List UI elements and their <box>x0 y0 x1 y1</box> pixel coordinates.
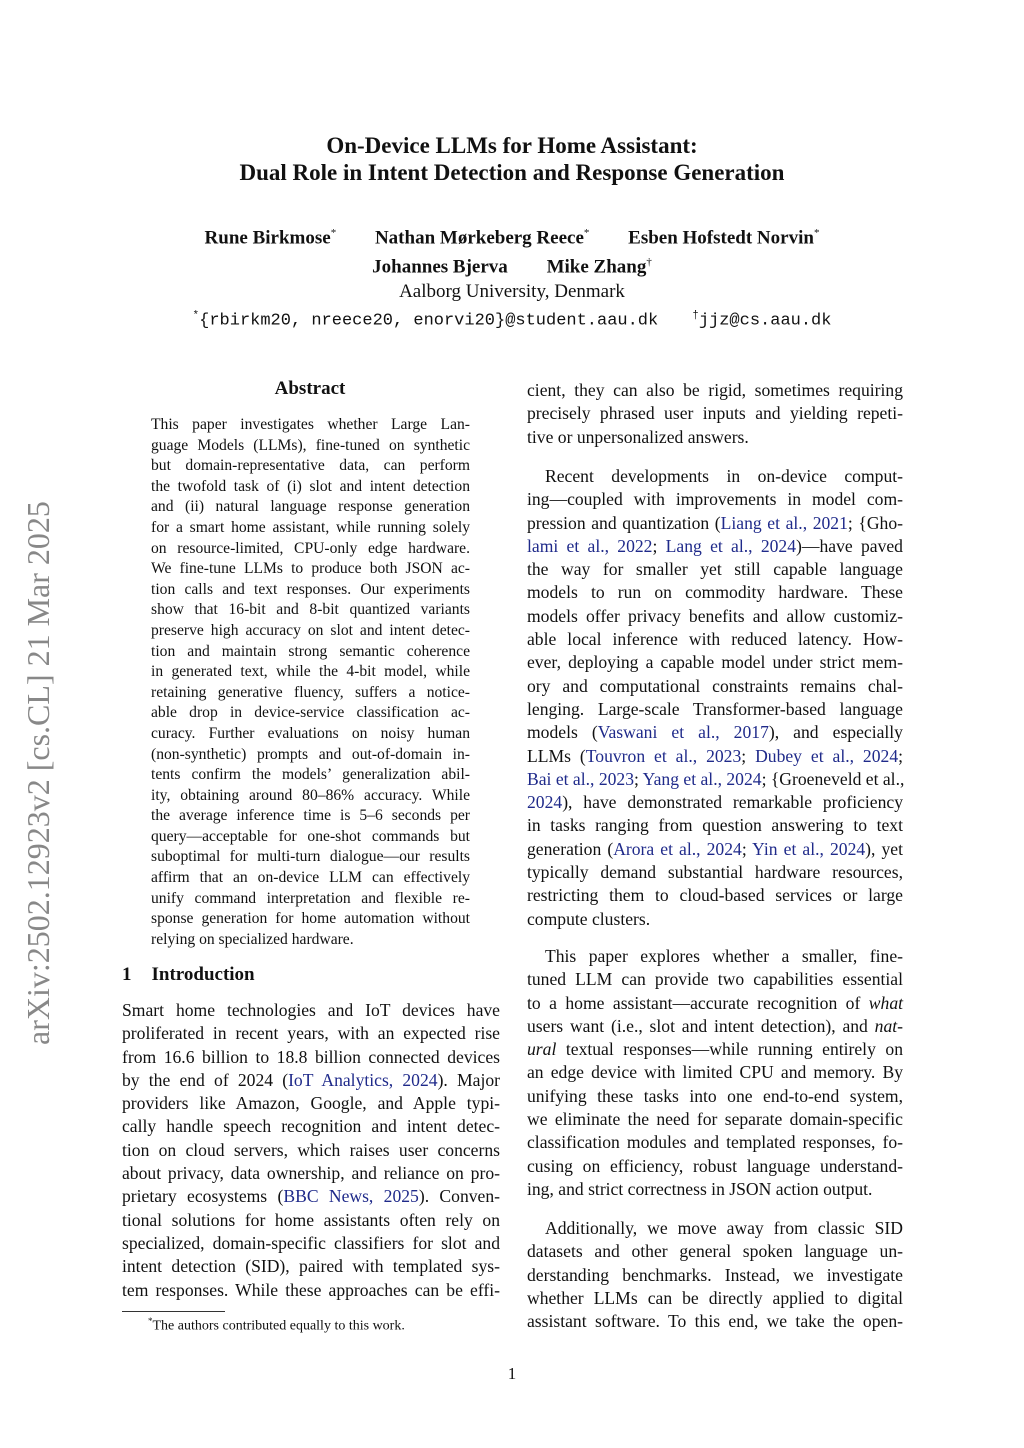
footnote: *The authors contributed equally to this work. <box>148 1316 405 1334</box>
text-line: compute clusters. <box>527 908 651 929</box>
text-line: show that 16-bit and 8-bit quantized variants <box>151 601 470 619</box>
paper-title <box>0 132 1024 186</box>
text-line: unify command interpretation and flexible re- <box>151 889 470 907</box>
abstract-heading: Abstract <box>274 378 346 399</box>
text-line: but domain-representative data, can perform <box>151 457 470 475</box>
text-line: tive or unpersonalized answers. <box>527 426 749 447</box>
text-line: lami et al., 2022; Lang et al., 2024)—have paved <box>527 535 903 556</box>
page-number: 1 <box>507 1364 517 1383</box>
text-line: cusing on efficiency, robust language understand- <box>527 1155 903 1176</box>
text-line: This paper investigates whether Large Lan- <box>151 416 470 433</box>
text-line: Bai et al., 2023; Yang et al., 2024; {Groeneveld et al., <box>527 768 905 789</box>
citation-link[interactable]: Lang et al., 2024 <box>665 535 797 556</box>
title-line-2: Dual Role in Intent Detection and Response Generation <box>239 160 785 185</box>
text-line: ing—coupled with improvements in model com- <box>527 489 903 510</box>
author-name: Esben Hofstedt Norvin <box>628 227 814 249</box>
text-line: models (Vaswani et al., 2017), and especially <box>527 722 903 743</box>
text-line: tion calls and text responses. Our experiments <box>151 580 470 598</box>
text-line: Additionally, we move away from classic SID <box>545 1218 903 1238</box>
text-line: tuned LLM can provide two capabilities essential <box>527 969 903 990</box>
citation-link[interactable]: Dubey et al., 2024 <box>755 745 899 766</box>
text-line: tion and maintain strong semantic coherence <box>151 642 470 660</box>
text-line: ing, and strict correctness in JSON action output. <box>527 1178 873 1199</box>
text-line: we eliminate the need for separate domain-specific <box>527 1109 903 1130</box>
affiliation: Aalborg University, Denmark <box>399 280 625 302</box>
text-line: unifying these tasks into one end-to-end system, <box>527 1085 903 1106</box>
citation-link[interactable]: IoT Analytics, 2024 <box>288 1069 438 1090</box>
text-line: intent detection (SID), paired with templated sys- <box>122 1256 500 1277</box>
abstract-text <box>151 415 470 950</box>
text-line: tional solutions for home assistants often rely on <box>122 1209 500 1230</box>
title-line-1: On-Device LLMs for Home Assistant: <box>326 133 698 158</box>
text-line: for a smart home assistant, while running solely <box>151 518 470 536</box>
author-name: Johannes Bjerva <box>372 256 508 278</box>
text-line: ever, deploying a capable model under strict mem- <box>527 652 903 673</box>
citation-link[interactable]: lami et al., 2022 <box>527 535 653 556</box>
text-line: ural textual responses—while running entirely on <box>527 1039 903 1060</box>
text-line: the average inference time is 5–6 seconds per <box>151 807 470 825</box>
author-name: Mike Zhang <box>546 256 647 278</box>
text-line: on resource-limited, CPU-only edge hardware. <box>151 539 470 557</box>
text-line: derstanding benchmarks. Instead, we investigate <box>527 1264 903 1285</box>
text-line: proliferated in recent years, with an expected rise <box>122 1023 500 1044</box>
text-line: assistant software. To this end, we take the open- <box>527 1311 903 1332</box>
text-line: users want (i.e., slot and intent detection), and nat- <box>527 1015 903 1036</box>
text-line: about privacy, data ownership, and reliance on pro- <box>122 1163 500 1184</box>
text-line: to a home assistant—accurate recognition of what <box>527 992 903 1013</box>
text-line: Smart home technologies and IoT devices have <box>122 1000 500 1020</box>
author-email: {rbirkm20, nreece20, enorvi20}@student.aau.dk <box>199 311 659 331</box>
text-line: in tasks ranging from question answering to text <box>527 815 903 836</box>
text-line: the twofold task of (i) slot and intent detection <box>151 477 470 495</box>
author-block: Rune Birkmose* Nathan Mørkeberg Reece* Esben Hofstedt Norvin* Johannes Bjerva Mike Zhang† Aalborg University, Denmark *{rbirkm20, nreece20, enorvi20}@student.aau.dk †jjz@cs.aau.dk <box>0 221 1024 333</box>
author-email: jjz@cs.aau.dk <box>698 311 832 331</box>
text-line: classification modules and templated responses, fo- <box>527 1132 903 1153</box>
text-line: the way for smaller yet still capable language <box>527 559 903 580</box>
body-paragraph <box>527 465 903 931</box>
citation-link[interactable]: Arora et al., 2024 <box>613 838 742 859</box>
text-line: datasets and other general spoken language un- <box>527 1241 903 1262</box>
text-line: precisely phrased user inputs and yielding repeti- <box>527 403 903 424</box>
text-line: suboptimal for multi-turn dialogue—our results <box>151 848 470 866</box>
text-line: tion on cloud servers, which raises user concerns <box>122 1139 500 1160</box>
text-line: restricting them to cloud-based services or large <box>527 885 903 906</box>
text-line: able drop in device-service classification ac- <box>151 704 470 722</box>
text-line: preserve high accuracy on slot and intent detec- <box>151 621 470 639</box>
citation-link[interactable]: Liang et al., 2021 <box>720 512 848 533</box>
text-line: ity, obtaining around 80–86% accuracy. While <box>151 786 470 804</box>
text-line: curacy. Further evaluations on noisy human <box>151 724 470 742</box>
text-line: (non-synthetic) prompts and out-of-domain in- <box>151 745 470 763</box>
citation-link[interactable]: Vaswani et al., 2017 <box>597 722 769 743</box>
text-line: models offer privacy benefits and allow customiz- <box>527 605 903 626</box>
text-line: cient, they can also be rigid, sometimes requiring <box>527 380 903 400</box>
text-line: by the end of 2024 (IoT Analytics, 2024). Major <box>122 1069 500 1090</box>
section-heading: 1 Introduction <box>122 964 255 985</box>
text-line: specialized, domain-specific classifiers for slot and <box>122 1232 500 1253</box>
citation-link[interactable]: BBC News, 2025 <box>283 1186 419 1207</box>
text-line: prietary ecosystems (BBC News, 2025). Conven- <box>122 1186 501 1207</box>
text-line: affirm that an on-device LLM can effectively <box>151 869 470 887</box>
text-line: This paper explores whether a smaller, fine- <box>545 946 903 966</box>
body-paragraph <box>527 379 903 449</box>
text-line: an edge device with limited CPU and memory. By <box>527 1062 903 1083</box>
footnote-divider <box>122 1311 225 1312</box>
text-line: pression and quantization (Liang et al., 2021; {Gho- <box>527 512 903 533</box>
text-line: tem responses. While these approaches can be effi- <box>122 1279 500 1300</box>
text-line: typically demand substantial hardware resources, <box>527 862 903 883</box>
text-line: We fine-tune LLMs to produce both JSON ac- <box>151 560 470 578</box>
citation-link[interactable]: 2024 <box>527 792 563 813</box>
text-line: whether LLMs can be directly applied to digital <box>527 1287 903 1308</box>
text-line: LLMs (Touvron et al., 2023; Dubey et al., 2024; <box>527 745 904 766</box>
text-line: guage Models (LLMs), fine-tuned on synthetic <box>151 436 470 454</box>
citation-link[interactable]: Touvron et al., 2023 <box>585 745 742 766</box>
citation-link[interactable]: Yang et al., 2024 <box>642 768 762 789</box>
author-name: Nathan Mørkeberg Reece <box>374 227 584 249</box>
text-line: able local inference with reduced latency. How- <box>527 629 903 650</box>
text-line: models to run on commodity hardware. These <box>527 582 903 603</box>
arxiv-identifier-stamp: arXiv:2502.12923v2 [cs.CL] 21 Mar 2025 <box>20 501 56 1045</box>
text-line: Recent developments in on-device comput- <box>545 466 903 486</box>
text-line: generation (Arora et al., 2024; Yin et al., 2024), yet <box>527 838 903 859</box>
text-line: and (ii) natural language response generation <box>151 498 470 516</box>
text-line: sponse generation for home automation without <box>151 910 470 928</box>
text-line: 2024), have demonstrated remarkable proficiency <box>527 792 903 813</box>
author-name: Rune Birkmose <box>204 227 331 249</box>
body-paragraph <box>527 1217 903 1333</box>
text-line: from 16.6 billion to 18.8 billion connected devices <box>122 1046 500 1067</box>
citation-link[interactable]: Bai et al., 2023 <box>527 768 635 789</box>
text-line: in generated text, while the 4-bit model, while <box>151 663 470 681</box>
body-paragraph <box>527 945 903 1201</box>
text-line: cally handle speech recognition and intent detec- <box>122 1116 500 1137</box>
text-line: retaining generative fluency, suffers a notice- <box>151 683 470 701</box>
citation-link[interactable]: Yin et al., 2024 <box>752 838 866 859</box>
text-line: relying on specialized hardware. <box>151 930 354 948</box>
intro-paragraph <box>122 999 500 1302</box>
text-line: lenging. Large-scale Transformer-based language <box>527 698 903 719</box>
text-line: providers like Amazon, Google, and Apple typi- <box>122 1093 500 1114</box>
text-line: ory and computational constraints remains chal- <box>527 675 903 696</box>
text-line: query—acceptable for one-shot commands but <box>151 827 470 845</box>
text-line: tents confirm the models’ generalization abil- <box>151 766 470 784</box>
